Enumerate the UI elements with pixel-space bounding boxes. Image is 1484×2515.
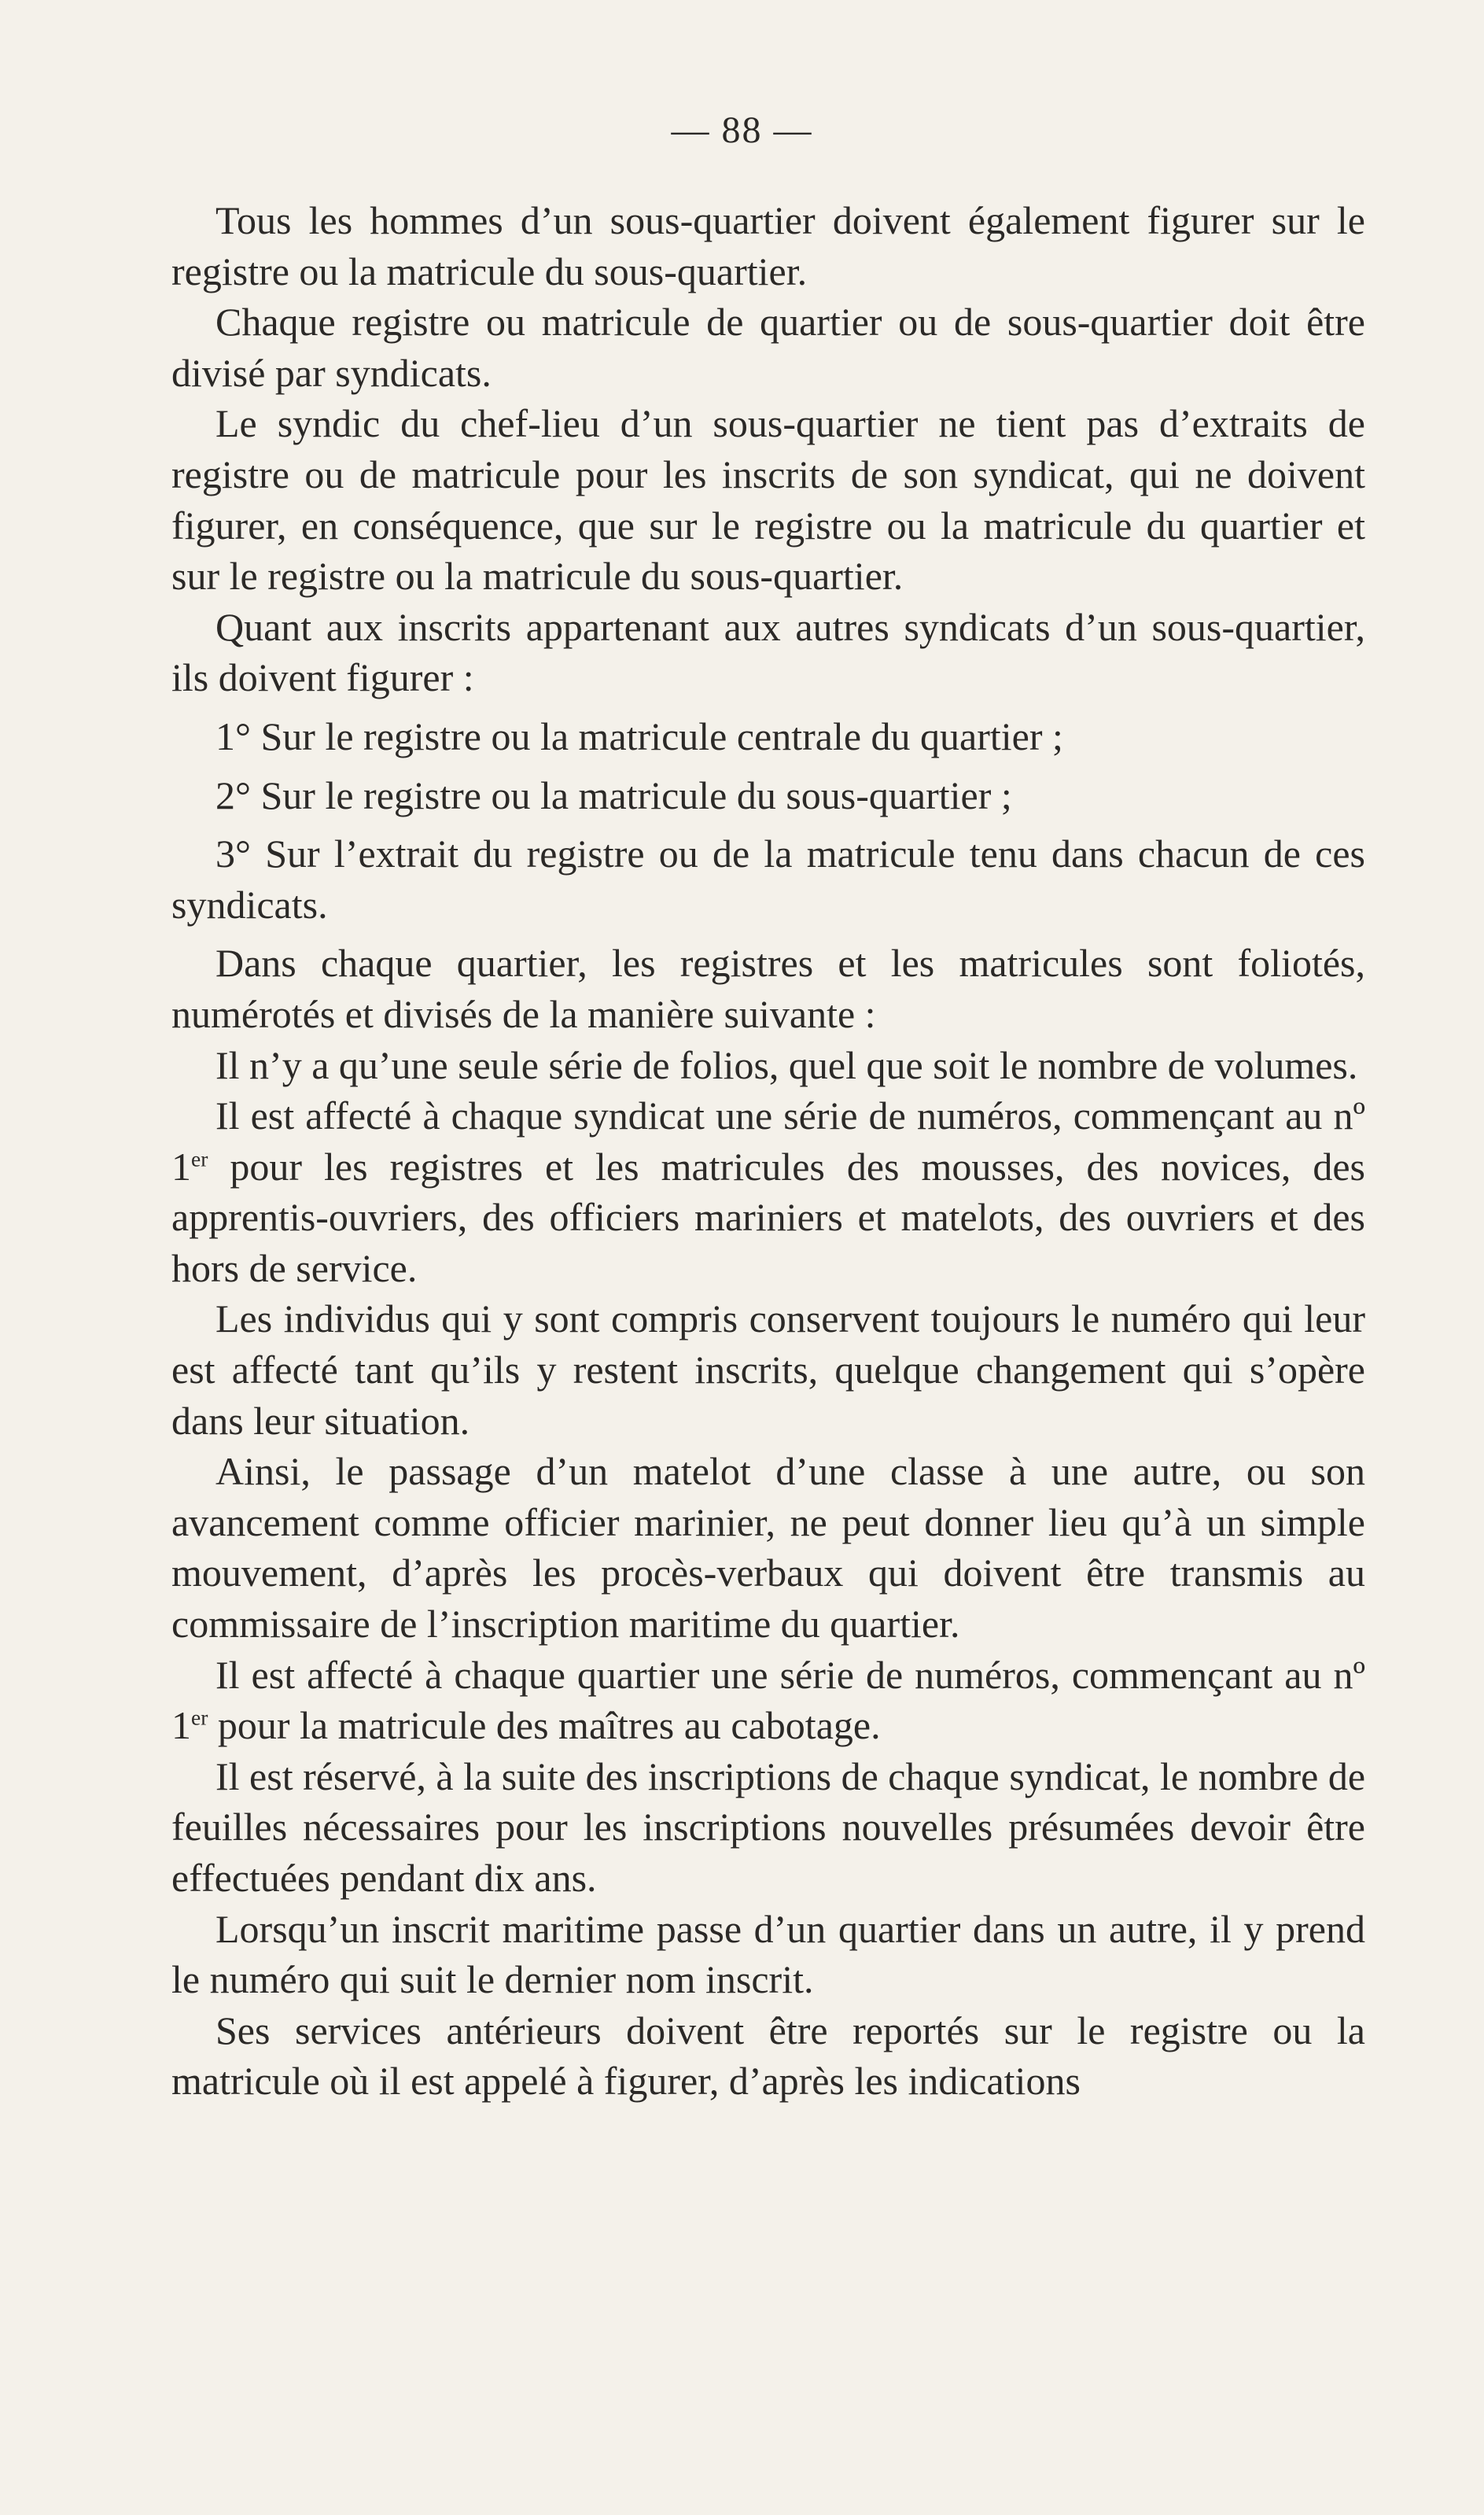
paragraph: Il n’y a qu’une seule série de folios, quel que soit le nombre de volumes. (215, 1042, 1358, 1087)
paragraph: Lorsqu’un inscrit maritime passe d’un quartier dans un autre, il y prend le numéro qui suit le dernier nom inscrit. (171, 1906, 1365, 2002)
paragraph: Les individus qui y sont compris conservent toujours le numéro qui leur est affecté tant qu’ils y restent inscrits, quelque changement qui s’opère dans leur situation. (171, 1296, 1365, 1443)
list-item: 1° Sur le registre ou la matricule centrale du quartier ; (215, 714, 1063, 758)
paragraph: Il est affecté à chaque quartier une série de numéros, commençant au nº 1er pour la matricule des maîtres au cabotage. (171, 1652, 1365, 1748)
paragraph: Ainsi, le passage d’un matelot d’une classe à une autre, ou son avancement comme officier marinier, ne peut donner lieu qu’à un simple mouvement, d’après les procès-verbaux qui doivent être transmis au commissaire de l’inscription maritime du quartier. (171, 1449, 1365, 1647)
paragraph: Il est réservé, à la suite des inscriptions de chaque syndicat, le nombre de feuilles nécessaires pour les inscriptions nouvelles présumées devoir être effectuées pendant dix ans. (171, 1753, 1366, 1900)
list-item: 2° Sur le registre ou la matricule du sous-quartier ; (215, 773, 1012, 817)
paragraph: Quant aux inscrits appartenant aux autres syndicats d’un sous-quartier, ils doivent figurer : (171, 604, 1365, 700)
paragraph: Tous les hommes d’un sous-quartier doivent également figurer sur le registre ou la matricule du sous-quartier. (171, 198, 1365, 293)
paragraph: Ses services antérieurs doivent être reportés sur le registre ou la matricule où il est appelé à figurer, d’après les indications (171, 2008, 1365, 2104)
paragraph: Dans chaque quartier, les registres et les matricules sont foliotés, numérotés et divisés de la manière suivante : (171, 941, 1365, 1036)
paragraph: Chaque registre ou matricule de quartier ou de sous-quartier doit être divisé par syndicats. (171, 300, 1365, 395)
paragraph: Il est affecté à chaque syndicat une série de numéros, commençant au nº 1er pour les registres et les matricules des mousses, des novices, des apprentis-ouvriers, des officiers mariniers et matelots, des ouvriers et des hors de service. (171, 1093, 1365, 1290)
body-text (171, 195, 1365, 2107)
paragraph: Le syndic du chef-lieu d’un sous-quartier ne tient pas d’extraits de registre ou de matricule pour les inscrits de son syndicat, qui ne doivent figurer, en conséquence, que sur le registre ou la matricule du quartier et sur le registre ou la matricule du sous-quartier. (171, 401, 1365, 599)
page-number: — 88 — (671, 109, 813, 151)
list-item: 3° Sur l’extrait du registre ou de la matricule tenu dans chacun de ces syndicats. (171, 832, 1365, 927)
